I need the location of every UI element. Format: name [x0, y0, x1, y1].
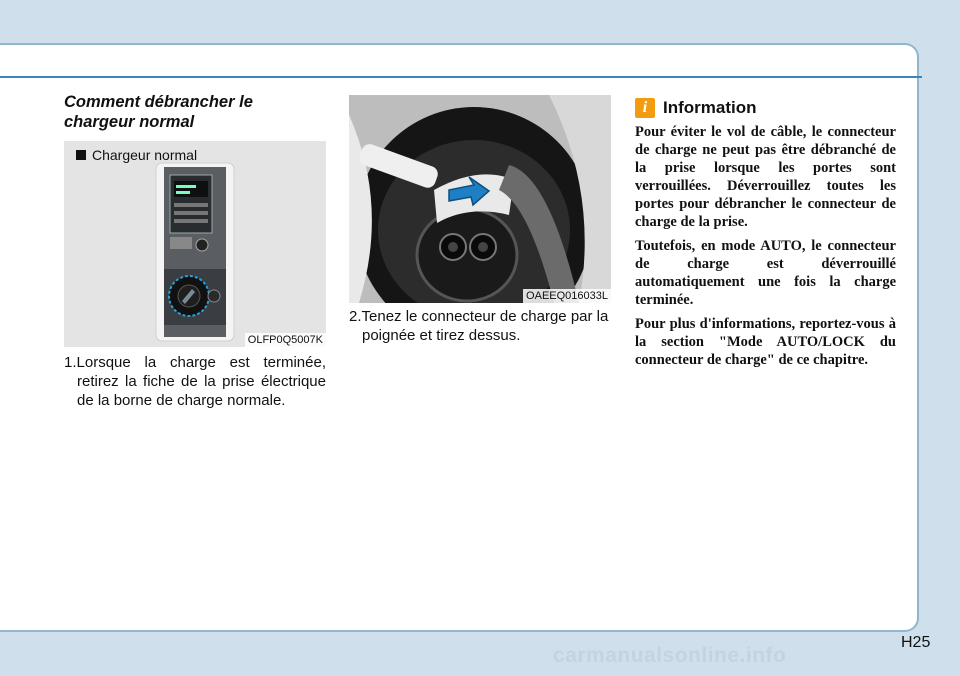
- step-2-text: 2.Tenez le connecteur de charge par la poignée et tirez dessus.: [349, 308, 609, 344]
- watermark: carmanualsonline.info: [553, 644, 787, 667]
- information-title: [635, 96, 757, 120]
- information-paragraph: Pour plus d'informations, reportez-vous à la section "Mode AUTO/LOCK du connecteur de charge" de ce chapitre.: [635, 316, 896, 368]
- square-bullet-icon: [76, 150, 86, 160]
- step-1-text: 1.Lorsque la charge est terminée, retirez la fiche de la prise électrique de la borne de charge normale.: [64, 354, 326, 409]
- information-body: [635, 123, 896, 375]
- figure-caption-text: Chargeur normal: [92, 147, 198, 163]
- figure-caption: [76, 147, 197, 163]
- figure-code: OAEEQ016033L: [523, 289, 611, 303]
- figure-code: OLFP0Q5007K: [245, 333, 326, 347]
- section-heading: Comment débrancher le chargeur normal: [64, 93, 253, 131]
- info-icon: i: [635, 98, 655, 118]
- information-paragraph: Toutefois, en mode AUTO, le connecteur de charge est déverrouillé automatiquement une fois la charge terminée.: [635, 238, 896, 308]
- connector-illustration: [349, 95, 611, 303]
- figure-normal-charger: [64, 141, 326, 347]
- information-paragraph: Pour éviter le vol de câble, le connecteur de charge ne peut pas être débranché de la prise lorsque les portes sont verrouillées. Déverrouillez toutes les portes pour débrancher le connecteur de charge de la prise.: [635, 124, 896, 230]
- charger-illustration: [64, 141, 326, 347]
- page-number: H25: [901, 634, 931, 651]
- information-title-text: Information: [663, 98, 757, 117]
- header-rule: [0, 76, 922, 78]
- figure-charging-connector: [349, 95, 611, 303]
